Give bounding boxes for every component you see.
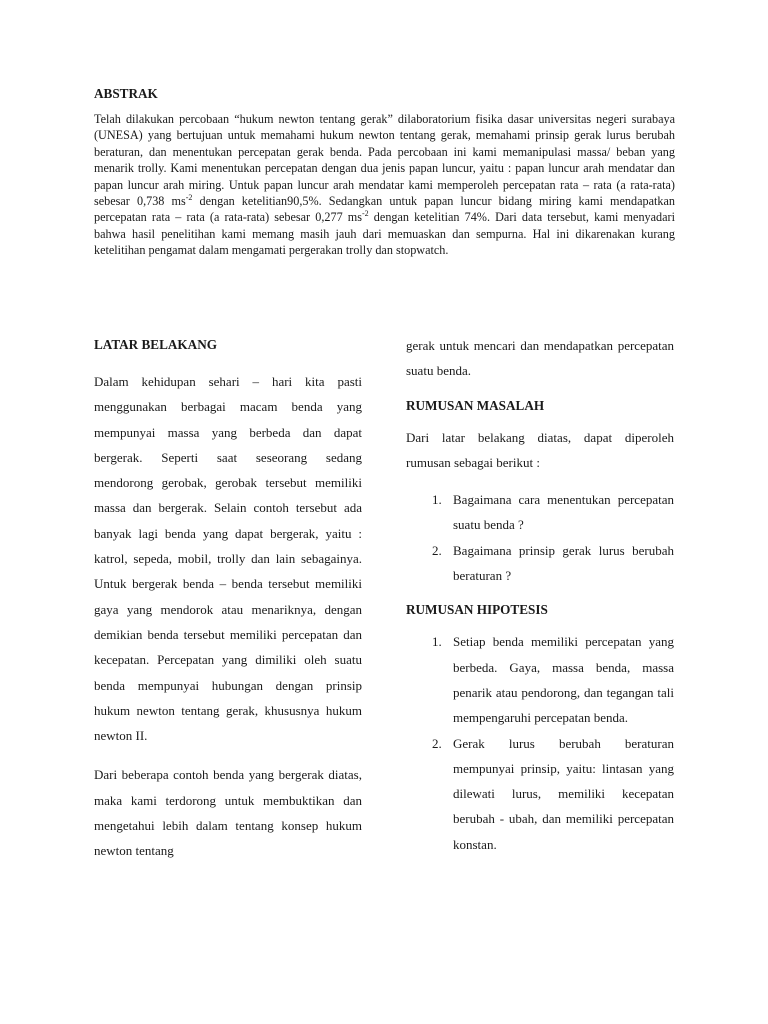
list-item [406, 487, 674, 538]
abstract-text [94, 111, 675, 259]
latar-belakang-paragraph-2-continued: gerak untuk mencari dan mendapatkan percepatan suatu benda. [406, 338, 674, 379]
abstract-text-part-2: dengan ketelitian90,5%. Sedangkan untuk papan luncur bidang miring kami mendapatkan percepatan rata – rata (a rata-rata) sebesar 0,277 ms [94, 194, 675, 225]
list-item [406, 731, 674, 857]
list-item-number: 1. [432, 634, 442, 650]
abstract-section [94, 86, 675, 259]
latar-belakang-heading: LATAR BELAKANG [94, 337, 217, 352]
list-item [406, 538, 674, 589]
rumusan-masalah-heading: RUMUSAN MASALAH [406, 397, 545, 413]
list-item-number: 1. [432, 492, 442, 508]
abstract-text-part-1: Telah dilakukan percobaan “hukum newton tentang gerak” dilaboratorium fisika dasar universitas negeri surabaya (UNESA) yang bertujuan untuk memahami hukum newton tentang gerak, memahami prinsip gerak lurus berubah beraturan, dan menentukan percepatan gerak benda. Pada percobaan ini kami memanipulasi massa/ beban yang menarik trolly. Kami menentukan percepatan dengan dua jenis papan luncur, yaitu : papan luncur arah mendatar dan papan luncur arah miring. Untuk papan luncur arah mendatar kami memperoleh percepatan rata – rata (a rata-rata) sebesar 0,738 ms [94, 112, 675, 209]
abstract-heading: ABSTRAK [94, 86, 158, 101]
list-item-text: Setiap benda memiliki percepatan yang berbeda. Gaya, massa benda, massa penarik atau pendorong, dan tegangan tali mempengaruhi percepatan benda. [453, 634, 674, 726]
latar-belakang-paragraph-2: Dari beberapa contoh benda yang bergerak diatas, maka kami terdorong untuk membuktikan dan mengetahui lebih dalam tentang konsep hukum newton tentang [94, 767, 362, 859]
abstract-text-part-3: dengan ketelitian 74%. Dari data tersebut, kami menyadari bahwa hasil penelitihan kami memang masih jauh dari memuaskan dan sempurna. Hal ini dikarenakan kurang ketelitihan pengamat dalam mengamati pergerakan trolly dan stopwatch. [94, 210, 675, 258]
rumusan-hipotesis-list [406, 629, 674, 857]
latar-belakang-paragraph-1: Dalam kehidupan sehari – hari kita pasti menggunakan berbagai macam benda yang mempunyai massa yang berbeda dan dapat bergerak. Seperti saat seseorang sedang mendorong gerobak, gerobak tersebut memiliki massa dan bergerak. Selain contoh tersebut ada banyak lagi benda yang dapat bergerak, yaitu : katrol, sepeda, mobil, trolly dan lain sebagainya. Untuk bergerak benda – benda tersebut memiliki gaya yang mendorok atau menariknya, dengan demikian benda tersebut memiliki percepatan dan kecepatan. Percepatan yang dimiliki oleh suatu benda mempunyai hubungan dengan prinsip hukum newton tentang gerak, khususnya hukum newton II. [94, 374, 362, 744]
right-column [406, 337, 674, 857]
list-item-text: Gerak lurus berubah beraturan mempunyai prinsip, yaitu: lintasan yang dilewati lurus, memiliki kecepatan berubah - ubah, dan memiliki percepatan konstan. [453, 735, 674, 852]
list-item-number: 2. [432, 735, 442, 751]
abstract-unit-exponent-2: -2 [362, 209, 369, 219]
left-column [94, 337, 362, 864]
list-item-number: 2. [432, 542, 442, 558]
list-item-text: Bagaimana cara menentukan percepatan suatu benda ? [453, 492, 674, 533]
rumusan-masalah-list [406, 487, 674, 588]
list-item-text: Bagaimana prinsip gerak lurus berubah beraturan ? [453, 542, 674, 584]
rumusan-masalah-intro: Dari latar belakang diatas, dapat diperoleh rumusan sebagai berikut : [406, 429, 674, 470]
rumusan-hipotesis-heading: RUMUSAN HIPOTESIS [406, 602, 548, 618]
abstract-unit-exponent-1: -2 [185, 192, 193, 202]
list-item [406, 629, 674, 730]
